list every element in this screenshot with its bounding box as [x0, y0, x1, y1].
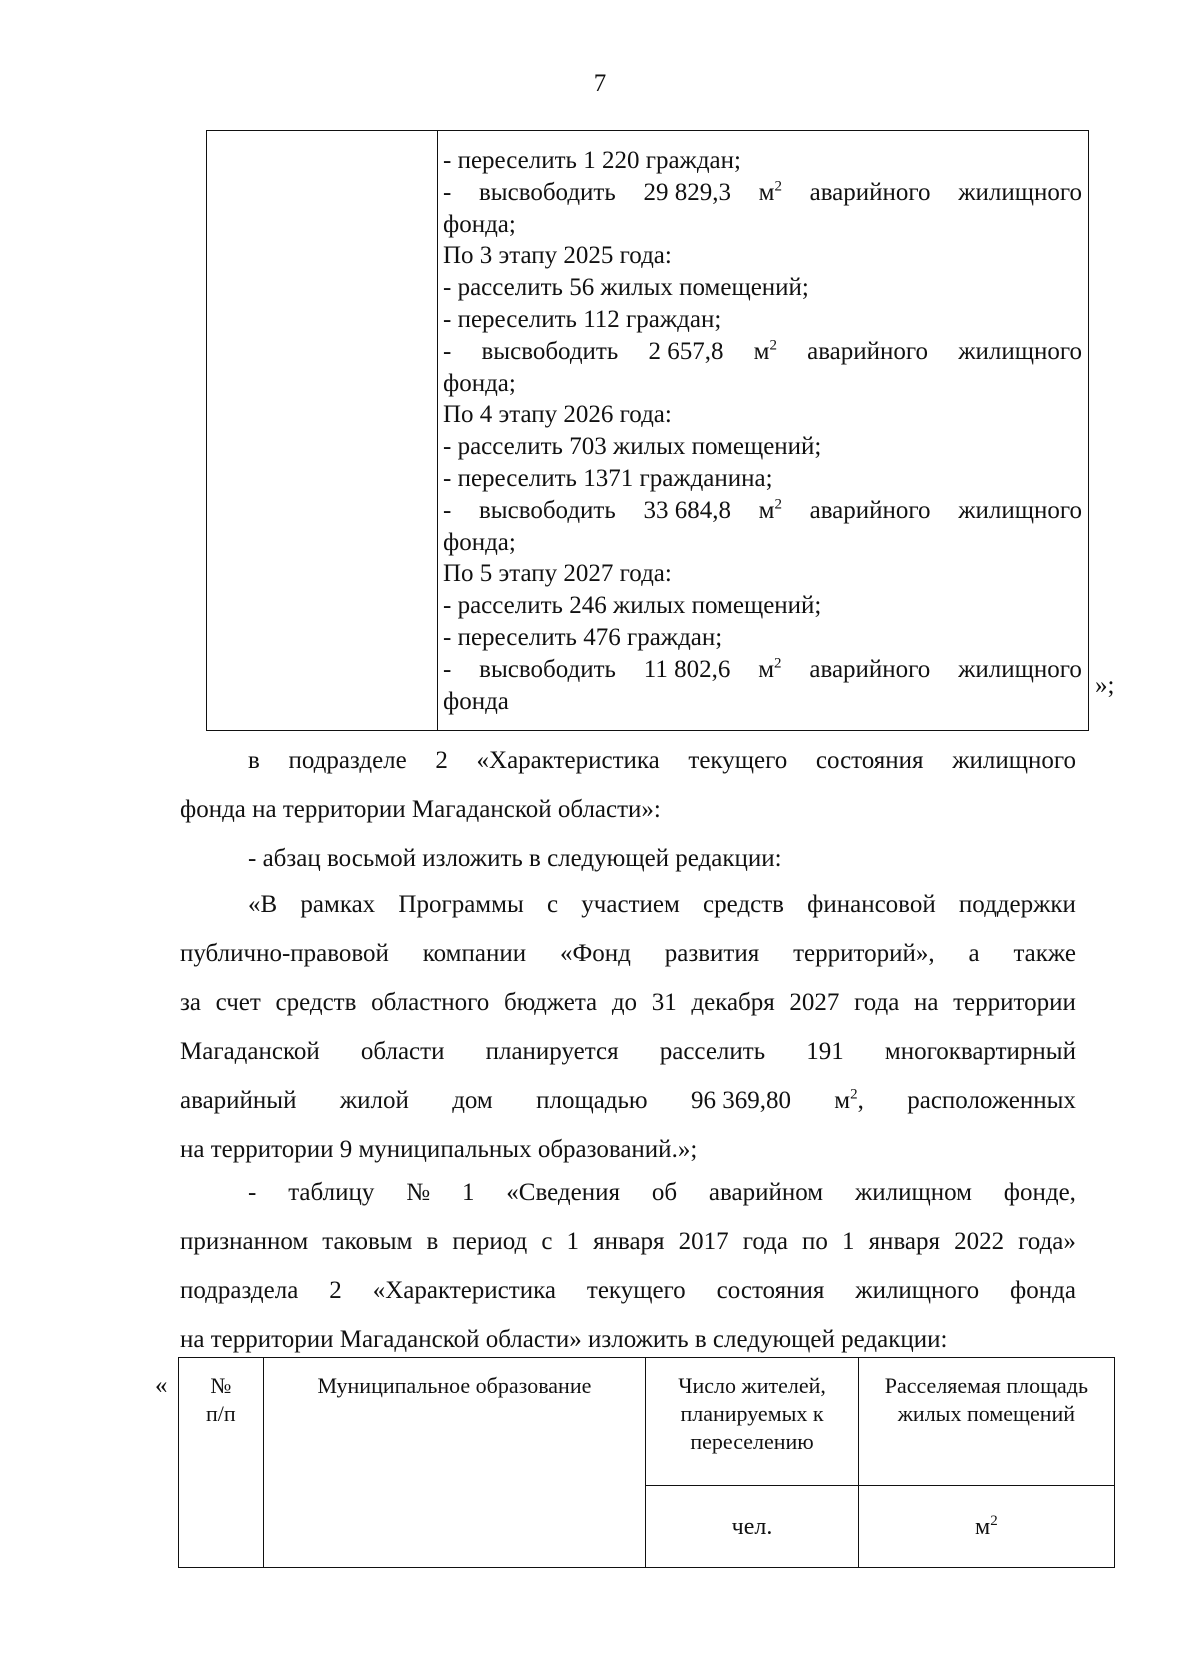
stage-heading: По 3 этапу 2025 года: [443, 242, 672, 270]
word: подраздела [180, 1277, 299, 1304]
word: 2017 [678, 1228, 729, 1255]
target-line: - переселить 476 граждан; [443, 623, 723, 651]
word: года» [1018, 1228, 1076, 1255]
word: текущего [586, 1277, 686, 1304]
word: фонда [1010, 1277, 1076, 1304]
word: об [651, 1179, 678, 1206]
word: средств [703, 891, 784, 918]
unit-people: чел. [646, 1486, 859, 1568]
word: Программы [398, 891, 524, 918]
word: бюджета [503, 989, 598, 1016]
column-header-residents: Число жителей, планируемых к переселению [646, 1358, 859, 1486]
justified-line-area: аварийный жилой дом площадью 96 369,80 $м^2$, расположенных [180, 1086, 1076, 1114]
target-line: - расселить 56 жилых помещений; [443, 274, 809, 302]
table-targets-cell [443, 145, 1082, 717]
word: счет [215, 989, 261, 1016]
word: состояния [716, 1277, 825, 1304]
target-line-release-volume: - высвободить 2 657,8 $м^2$ аварийного жилищного [443, 337, 1082, 365]
justified-line [180, 1217, 1076, 1266]
word: до [611, 989, 638, 1016]
word: таблицу [288, 1179, 375, 1206]
column-header-municipality: Муниципальное образование [263, 1358, 646, 1568]
target-line-release-volume: - высвободить 11 802,6 $м^2$ аварийного жилищного [443, 655, 1082, 683]
target-line: - переселить 1371 гражданина; [443, 464, 773, 492]
word: декабря [691, 989, 775, 1016]
target-line: фонда [443, 687, 509, 715]
target-line: - переселить 112 граждан; [443, 305, 722, 333]
word: финансовой [807, 891, 936, 918]
text-line: - абзац восьмой изложить в следующей редакции: [248, 845, 782, 872]
word: территории [953, 989, 1076, 1016]
word: средств [275, 989, 357, 1016]
word: таковым [322, 1228, 413, 1255]
word: многоквартирный [884, 1038, 1076, 1065]
word: «Фонд [560, 940, 631, 967]
word: 2 [329, 1277, 342, 1304]
justified-line [180, 736, 1076, 785]
column-header-number: № п/п [179, 1358, 264, 1568]
word: текущего [688, 747, 788, 774]
page-number: 7 [593, 70, 607, 97]
word: планируется [485, 1038, 619, 1065]
target-line: - переселить 1 220 граждан; [443, 147, 741, 174]
word: аварийном [708, 1179, 824, 1206]
justified-line [180, 880, 1076, 929]
text-line: на территории Магаданской области» изложить в следующей редакции: [180, 1326, 948, 1353]
word: 1 [841, 1228, 855, 1255]
word: января [868, 1228, 941, 1255]
word: также [1013, 940, 1076, 967]
word: поддержки [958, 891, 1076, 918]
stage-heading: По 5 этапу 2027 года: [443, 560, 672, 588]
word: - [248, 1179, 257, 1206]
justified-line [180, 1168, 1076, 1217]
target-line: фонда; [443, 369, 516, 397]
justified-line [180, 1027, 1076, 1076]
word: территорий», [793, 940, 935, 967]
amendment-paragraph-table-ref [180, 1168, 1076, 1364]
word: жилищного [855, 1277, 980, 1304]
justified-line [180, 929, 1076, 978]
word: по [802, 1228, 828, 1255]
column-header-area: Расселяемая площадь жилых помещений [858, 1358, 1114, 1486]
target-line: фонда; [443, 528, 516, 556]
word: развития [664, 940, 760, 967]
unit-area: $м^2$ [858, 1486, 1114, 1568]
word: «В [248, 891, 278, 918]
word: с [541, 1228, 553, 1255]
amendment-quoted-paragraph [180, 880, 1076, 1174]
word: расселить [659, 1038, 766, 1065]
amendment-paragraph-1 [180, 736, 1076, 834]
closing-quote: »; [1095, 672, 1115, 699]
word: января [593, 1228, 665, 1255]
word: в [248, 747, 260, 774]
word: участием [581, 891, 680, 918]
emergency-housing-table-header [178, 1357, 1115, 1568]
word: «Характеристика [372, 1277, 556, 1304]
word: областного [371, 989, 490, 1016]
word: «Сведения [506, 1179, 620, 1206]
word: № [406, 1179, 431, 1206]
word: 2022 [954, 1228, 1005, 1255]
word: компании [422, 940, 527, 967]
word: 2027 [789, 989, 840, 1016]
target-line: - расселить 703 жилых помещений; [443, 433, 822, 461]
target-line: - расселить 246 жилых помещений; [443, 592, 822, 620]
target-line-release-volume: - высвободить 33 684,8 $м^2$ аварийного жилищного [443, 496, 1082, 524]
table-empty-left-cell [207, 131, 438, 730]
word: 31 [651, 989, 677, 1016]
word: с [546, 891, 559, 918]
word: «Характеристика [476, 747, 660, 774]
word: состояния [815, 747, 924, 774]
target-line: фонда; [443, 210, 516, 238]
word: Магаданской [180, 1038, 320, 1065]
word: года [854, 989, 900, 1016]
word: области [360, 1038, 445, 1065]
word: 1 [566, 1228, 580, 1255]
word: публично-правовой [180, 940, 389, 967]
word: фонде, [1003, 1179, 1076, 1206]
word: 2 [435, 747, 448, 774]
target-line-release-volume: - высвободить 29 829,3 $м^2$ аварийного жилищного [443, 178, 1082, 206]
amendment-paragraph-2 [180, 834, 1076, 883]
word: жилищного [952, 747, 1076, 774]
text-line: фонда на территории Магаданской области»: [180, 796, 661, 823]
word: подразделе [288, 747, 407, 774]
text-line: на территории 9 муниципальных образований.»; [180, 1136, 698, 1163]
justified-line [180, 1266, 1076, 1315]
word: года [742, 1228, 788, 1255]
word: жилищном [854, 1179, 972, 1206]
program-targets-table [206, 130, 1089, 731]
word: 191 [806, 1038, 844, 1065]
word: период [452, 1228, 528, 1255]
opening-quote: « [155, 1372, 168, 1399]
word: на [913, 989, 939, 1016]
word: 1 [461, 1179, 475, 1206]
word: в [426, 1228, 439, 1255]
justified-line [180, 978, 1076, 1027]
stage-heading: По 4 этапу 2026 года: [443, 401, 672, 429]
word: а [968, 940, 980, 967]
word: рамках [300, 891, 376, 918]
word: за [180, 989, 201, 1016]
word: признанном [180, 1228, 309, 1255]
